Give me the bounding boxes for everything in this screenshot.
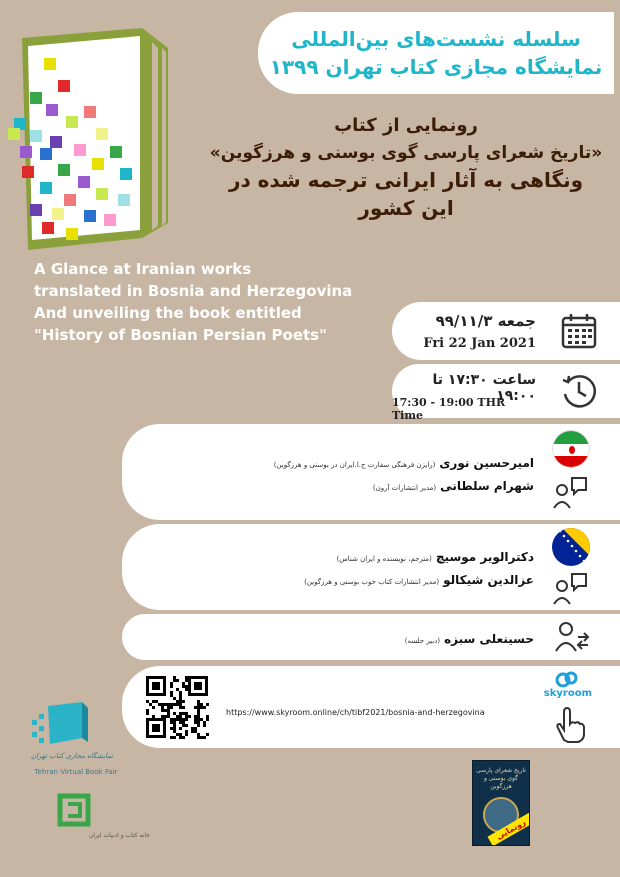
english-description (34, 258, 374, 346)
tvbf-name-fa: نمایشگاه مجازی کتاب تهران (30, 752, 114, 760)
qr-module (185, 679, 188, 682)
qr-module (194, 706, 197, 709)
qr-module (182, 724, 185, 727)
qr-module (173, 676, 176, 679)
speaker-row (304, 569, 534, 588)
qr-module (197, 736, 200, 739)
qr-module (167, 715, 170, 718)
calendar-icon (550, 308, 608, 354)
qr-module (176, 718, 179, 721)
qr-module (194, 682, 202, 690)
speaker-group-icon (552, 474, 590, 516)
pixel-square (78, 176, 90, 188)
bosnia-flag-icon (552, 528, 590, 566)
date-en: Fri 22 Jan 2021 (423, 336, 536, 351)
pixel-square (20, 146, 32, 158)
qr-module (173, 712, 176, 715)
qr-module (203, 724, 206, 727)
qr-module (206, 733, 209, 736)
qr-module (176, 679, 179, 682)
qr-module (182, 721, 185, 724)
qr-module (179, 706, 182, 709)
pixel-square (74, 144, 86, 156)
qr-module (170, 703, 173, 706)
speaker-name: دکترالویر موسیچ (435, 550, 534, 564)
title-line-2: «تاریخ شعرای پارسی گوی بوسنی و هرزگوین» (209, 143, 603, 163)
qr-module (170, 694, 173, 697)
pixel-square (40, 148, 52, 160)
iran-speakers-list (274, 452, 534, 494)
qr-module (161, 706, 164, 709)
qr-module (179, 697, 182, 700)
english-line-4: "History of Bosnian Persian Poets" (34, 326, 327, 344)
qr-module (164, 715, 167, 718)
iran-flag-icon (552, 430, 590, 468)
speaker-role: (مدیر انتشارات کتاب خوب بوسنی و هرزگوین) (304, 578, 440, 586)
qr-code[interactable] (144, 674, 210, 740)
qr-module (170, 718, 173, 721)
qr-module (173, 697, 176, 700)
qr-module (170, 736, 173, 739)
pixel-square (42, 222, 54, 234)
pixel-square (92, 158, 104, 170)
pixel-square (22, 166, 34, 178)
qr-module (194, 721, 197, 724)
pixel-square (104, 214, 116, 226)
qr-module (191, 730, 194, 733)
pixel-square (96, 188, 108, 200)
qr-module (185, 733, 188, 736)
qr-module (179, 691, 182, 694)
qr-module (170, 685, 173, 688)
qr-module (197, 718, 200, 721)
qr-module (182, 706, 185, 709)
qr-module (152, 724, 160, 732)
qr-module (170, 706, 173, 709)
qr-module (182, 736, 185, 739)
date-fa: جمعه ۹۹/۱۱/۳ (435, 312, 536, 330)
qr-module (167, 712, 170, 715)
qr-module (146, 700, 149, 703)
qr-module (167, 706, 170, 709)
link-card (122, 666, 620, 748)
pixel-square (96, 128, 108, 140)
pixel-square (8, 128, 20, 140)
qr-module (179, 694, 182, 697)
qr-module (185, 718, 188, 721)
qr-module (197, 706, 200, 709)
book-cover-badge: رونمایی (487, 813, 530, 846)
qr-module (182, 700, 185, 703)
qr-module (161, 715, 164, 718)
qr-module (152, 706, 155, 709)
qr-module (191, 727, 194, 730)
qr-module (152, 700, 155, 703)
english-line-1: A Glance at Iranian works (34, 260, 252, 278)
pixel-square (46, 104, 58, 116)
qr-module (203, 736, 206, 739)
pixel-square (40, 182, 52, 194)
qr-module (197, 733, 200, 736)
pixel-square (30, 204, 42, 216)
bosnia-speakers-card (122, 524, 620, 610)
speaker-row (274, 452, 534, 471)
pixel-square (30, 92, 42, 104)
qr-module (197, 709, 200, 712)
pixel-square (50, 136, 62, 148)
pixel-square (58, 80, 70, 92)
qr-module (185, 712, 188, 715)
time-card (392, 364, 620, 422)
bosnia-speakers-list (304, 546, 534, 588)
tvbf-name-en: Tehran Virtual Book Fair (34, 768, 118, 776)
qr-module (167, 709, 170, 712)
skyroom-label: skyroom (543, 688, 592, 699)
title-line-1: رونمایی از کتاب (334, 115, 478, 136)
time-en: 17:30 - 19:00 THR Time (392, 396, 506, 422)
qr-module (173, 727, 176, 730)
qr-module (179, 736, 182, 739)
qr-module (158, 703, 161, 706)
qr-module (170, 727, 173, 730)
pixel-square (64, 194, 76, 206)
pixel-square (66, 228, 78, 240)
qr-module (197, 703, 200, 706)
moderator-row (405, 628, 534, 647)
pixel-square (120, 168, 132, 180)
qr-module (197, 724, 200, 727)
qr-module (206, 703, 209, 706)
qr-module (197, 712, 200, 715)
qr-module (170, 721, 173, 724)
moderator-card (122, 614, 620, 660)
qr-module (197, 700, 200, 703)
header-line-1: سلسله نشست‌های بین‌المللی (291, 27, 581, 51)
qr-module (155, 700, 158, 703)
header-line-2: نمایشگاه مجازی کتاب تهران ۱۳۹۹ (269, 55, 603, 79)
qr-module (182, 712, 185, 715)
moderator-role: (دبیر جلسه) (404, 637, 441, 645)
qr-module (176, 700, 179, 703)
qr-module (179, 715, 182, 718)
qr-module (185, 676, 188, 679)
qr-module (179, 733, 182, 736)
pixel-square (66, 116, 78, 128)
qr-module (206, 715, 209, 718)
qr-module (179, 700, 182, 703)
qr-module (152, 682, 160, 690)
qr-module (179, 718, 182, 721)
qr-module (179, 727, 182, 730)
qr-module (182, 682, 185, 685)
speaker-name: شهرام سلطانی (440, 479, 534, 493)
moderator-name: حسینعلی سبزه (444, 632, 534, 646)
qr-module (203, 706, 206, 709)
time-fa: ساعت ۱۷:۳۰ تا ۱۹:۰۰ (432, 372, 536, 404)
pixel-square (110, 146, 122, 158)
qr-module (194, 730, 197, 733)
title-line-4: این کشور (358, 196, 454, 220)
session-link[interactable]: https://www.skyroom.online/ch/tibf2021/bosnia-and-herzegovina (226, 708, 485, 717)
speaker-role: (رایزن فرهنگی سفارت ج.ا.ایران در بوسنی و هرزگوین) (273, 461, 436, 469)
qr-module (179, 721, 182, 724)
event-title (196, 112, 616, 222)
book-pixel-graphic (0, 18, 190, 250)
qr-module (176, 733, 179, 736)
qr-module (185, 724, 188, 727)
pixel-square (58, 164, 70, 176)
qr-module (176, 715, 179, 718)
qr-module (179, 703, 182, 706)
english-line-3: And unveiling the book entitled (34, 304, 302, 322)
qr-module (179, 712, 182, 715)
speaker-row (304, 546, 534, 565)
qr-module (164, 703, 167, 706)
qr-module (149, 703, 152, 706)
qr-module (173, 721, 176, 724)
clock-icon (550, 370, 608, 412)
title-line-3: ونگاهی به آثار ایرانی ترجمه شده در (228, 168, 584, 192)
tehran-virtual-book-fair-logo (30, 700, 90, 750)
pixel-square (52, 208, 64, 220)
qr-module (146, 709, 149, 712)
qr-module (194, 727, 197, 730)
qr-module (206, 718, 209, 721)
qr-module (146, 712, 149, 715)
hand-click-icon (552, 706, 586, 748)
qr-module (200, 718, 203, 721)
qr-module (200, 736, 203, 739)
qr-module (194, 715, 197, 718)
qr-module (173, 730, 176, 733)
qr-module (176, 688, 179, 691)
english-line-2: translated in Bosnia and Herzegovina (34, 282, 353, 300)
speaker-role: (مدیر انتشارات آرون) (372, 484, 437, 492)
date-card (392, 302, 620, 360)
moderator-icon (554, 619, 590, 659)
speaker-group-icon (552, 570, 590, 612)
speaker-name: امیرحسین نوری (439, 456, 534, 470)
qr-module (167, 703, 170, 706)
pixel-square (84, 210, 96, 222)
qr-module (203, 721, 206, 724)
qr-module (188, 715, 191, 718)
qr-module (173, 718, 176, 721)
pixel-square (44, 58, 56, 70)
qr-module (182, 685, 185, 688)
speaker-name: عزالدین شیکالو (443, 573, 534, 587)
qr-module (194, 718, 197, 721)
khaneh-ketab-logo (54, 790, 94, 830)
qr-module (170, 691, 173, 694)
qr-module (170, 682, 173, 685)
qr-module (173, 703, 176, 706)
pixel-square (30, 130, 42, 142)
qr-module (173, 679, 176, 682)
qr-module (185, 715, 188, 718)
qr-module (176, 703, 179, 706)
qr-module (173, 736, 176, 739)
speaker-role: (مترجم، نویسنده و ایران شناس) (336, 555, 432, 563)
qr-module (200, 703, 203, 706)
book-cover-title: تاریخ شعرای پارسی گوی بوسنی و هرزگوین (476, 767, 526, 790)
qr-module (197, 721, 200, 724)
qr-module (182, 718, 185, 721)
qr-module (161, 709, 164, 712)
qr-module (152, 715, 155, 718)
qr-module (200, 706, 203, 709)
qr-module (173, 724, 176, 727)
pixel-square (84, 106, 96, 118)
qr-module (197, 715, 200, 718)
book-cover-image (472, 760, 530, 846)
pixel-square (118, 194, 130, 206)
qr-module (185, 730, 188, 733)
qr-module (161, 703, 164, 706)
header-banner (258, 12, 614, 94)
khaneh-ketab-name: خانه کتاب و ادبیات ایران (88, 832, 150, 839)
qr-module (164, 709, 167, 712)
qr-module (185, 688, 188, 691)
qr-module (185, 685, 188, 688)
iran-speakers-card (122, 424, 620, 520)
speaker-row (274, 475, 534, 494)
